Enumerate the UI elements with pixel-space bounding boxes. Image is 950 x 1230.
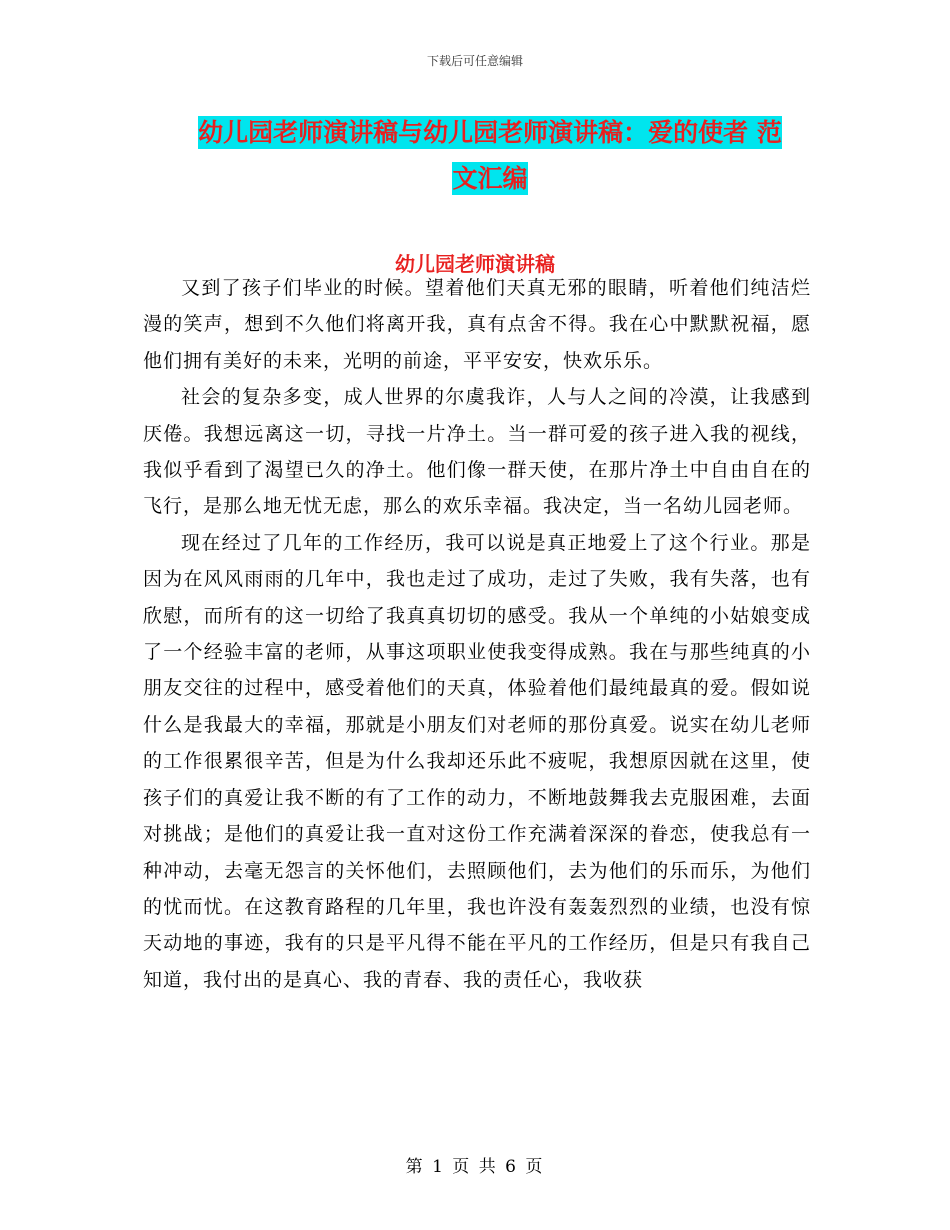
paragraph-3: 现在经过了几年的工作经历，我可以说是真正地爱上了这个行业。那是因为在风风雨雨的几年中，我也走过了成功，走过了失败，我有失落，也有欣慰，而所有的这一切给了我真真切切的感受。我从一个单纯的小姑娘变成了一个经验丰富的老师，从事这项职业使我变得成熟。我在与那些纯真的小朋友交往的过程中，感受着他们的天真，体验着他们最纯最真的爱。假如说什么是我最大的幸福，那就是小朋友们对老师的那份真爱。说实在幼儿老师的工作很累很辛苦，但是为什么我却还乐此不疲呢，我想原因就在这里，使孩子们的真爱让我不断的有了工作的动力，不断地鼓舞我去克服困难，去面对挑战；是他们的真爱让我一直对这份工作充满着深深的眷恋，使我总有一种冲动，去毫无怨言的关怀他们，去照顾他们，去为他们的乐而乐，为他们的忧而忧。在这教育路程的几年里，我也许没有轰轰烈烈的业绩，也没有惊天动地的事迹，我有的只是平凡得不能在平凡的工作经历，但是只有我自己知道，我付出的是真心、我的青春、我的责任心，我收获 (143, 531, 811, 991)
body-text (143, 270, 811, 998)
paragraph-2: 社会的复杂多变，成人世界的尔虞我诈，人与人之间的冷漠，让我感到厌倦。我想远离这一切，寻找一片净土。当一群可爱的孩子进入我的视线，我似乎看到了渴望已久的净土。他们像一群天使，在那片净土中自由自在的飞行，是那么地无忧无虑，那么的欢乐幸福。我决定，当一名幼儿园老师。 (143, 386, 811, 518)
document-title-line-1: 幼儿园老师演讲稿与幼儿园老师演讲稿：爱的使者 范 (198, 118, 782, 147)
page-number: 第 1 页 共 6 页 (405, 1157, 545, 1177)
document-title-line-2: 文汇编 (452, 164, 528, 193)
document-title (140, 110, 840, 202)
section-heading: 幼儿园老师演讲稿 (395, 252, 555, 276)
paragraph-1: 又到了孩子们毕业的时候。望着他们天真无邪的眼睛，听着他们纯洁烂漫的笑声，想到不久他们将离开我，真有点舍不得。我在心中默默祝福，愿他们拥有美好的未来，光明的前途，平平安安，快欢乐乐。 (143, 277, 811, 372)
header-note: 下载后可任意编辑 (426, 54, 523, 68)
